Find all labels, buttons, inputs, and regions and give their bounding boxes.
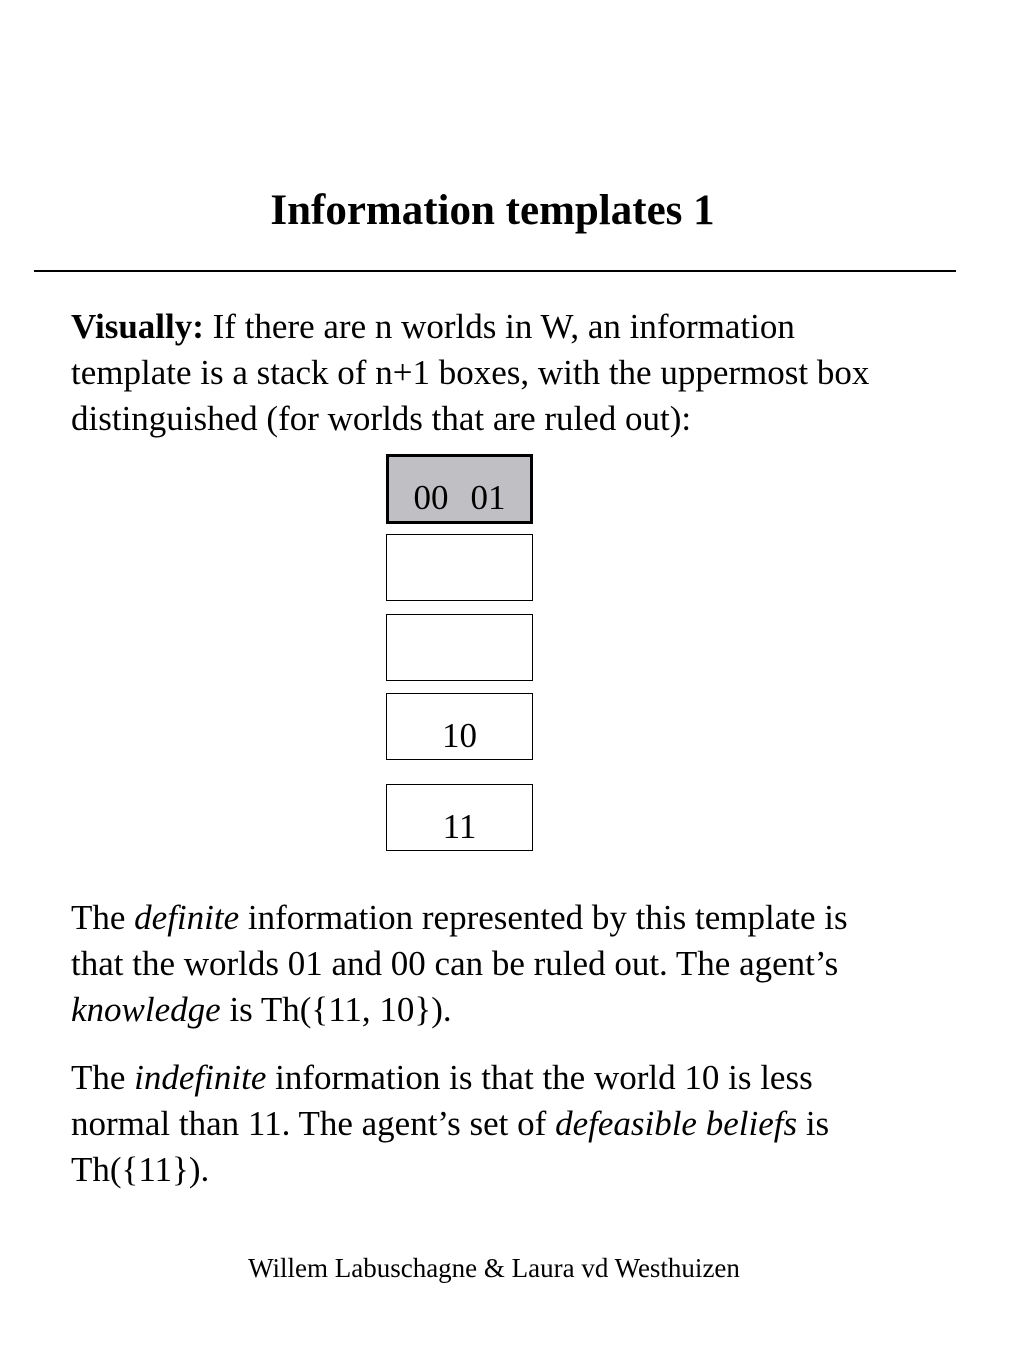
text-run: is Th({11, 10}). (220, 990, 452, 1029)
world-label: 01 (470, 478, 506, 517)
emphasis-indefinite: indefinite (134, 1058, 267, 1097)
emphasis-defeasible-beliefs: defeasible beliefs (555, 1104, 798, 1143)
slide-title: Information templates 1 (270, 187, 715, 234)
para1-line3: distinguished (for worlds that are ruled out): (71, 399, 692, 438)
text-run: is (797, 1104, 830, 1143)
text-run: that the worlds 01 and 00 can be ruled out. The agent’s (71, 944, 839, 983)
indefinite-information-paragraph (71, 1055, 971, 1193)
visually-label: Visually: (71, 307, 204, 346)
text-run: Th({11}). (71, 1150, 210, 1189)
ruled-out-box (386, 454, 533, 524)
template-box (386, 614, 533, 681)
text-run: normal than 11. The agent’s set of (71, 1104, 556, 1143)
text-run: information represented by this template is (239, 898, 848, 937)
text-run: The (71, 1058, 135, 1097)
text-run: The (71, 898, 135, 937)
template-box: 11 (386, 784, 533, 851)
emphasis-knowledge: knowledge (71, 990, 221, 1029)
template-box (386, 534, 533, 601)
world-label: 00 (413, 478, 449, 517)
text-run: information is that the world 10 is less (266, 1058, 813, 1097)
para1-line1: If there are n worlds in W, an information (203, 307, 795, 346)
para1-line2: template is a stack of n+1 boxes, with the uppermost box (71, 353, 870, 392)
definite-information-paragraph (71, 895, 971, 1033)
title-divider (34, 270, 956, 272)
emphasis-definite: definite (134, 898, 240, 937)
template-box: 10 (386, 693, 533, 760)
visual-description-paragraph (71, 304, 971, 442)
author-footer: Willem Labuschagne & Laura vd Westhuizen (248, 1253, 740, 1283)
